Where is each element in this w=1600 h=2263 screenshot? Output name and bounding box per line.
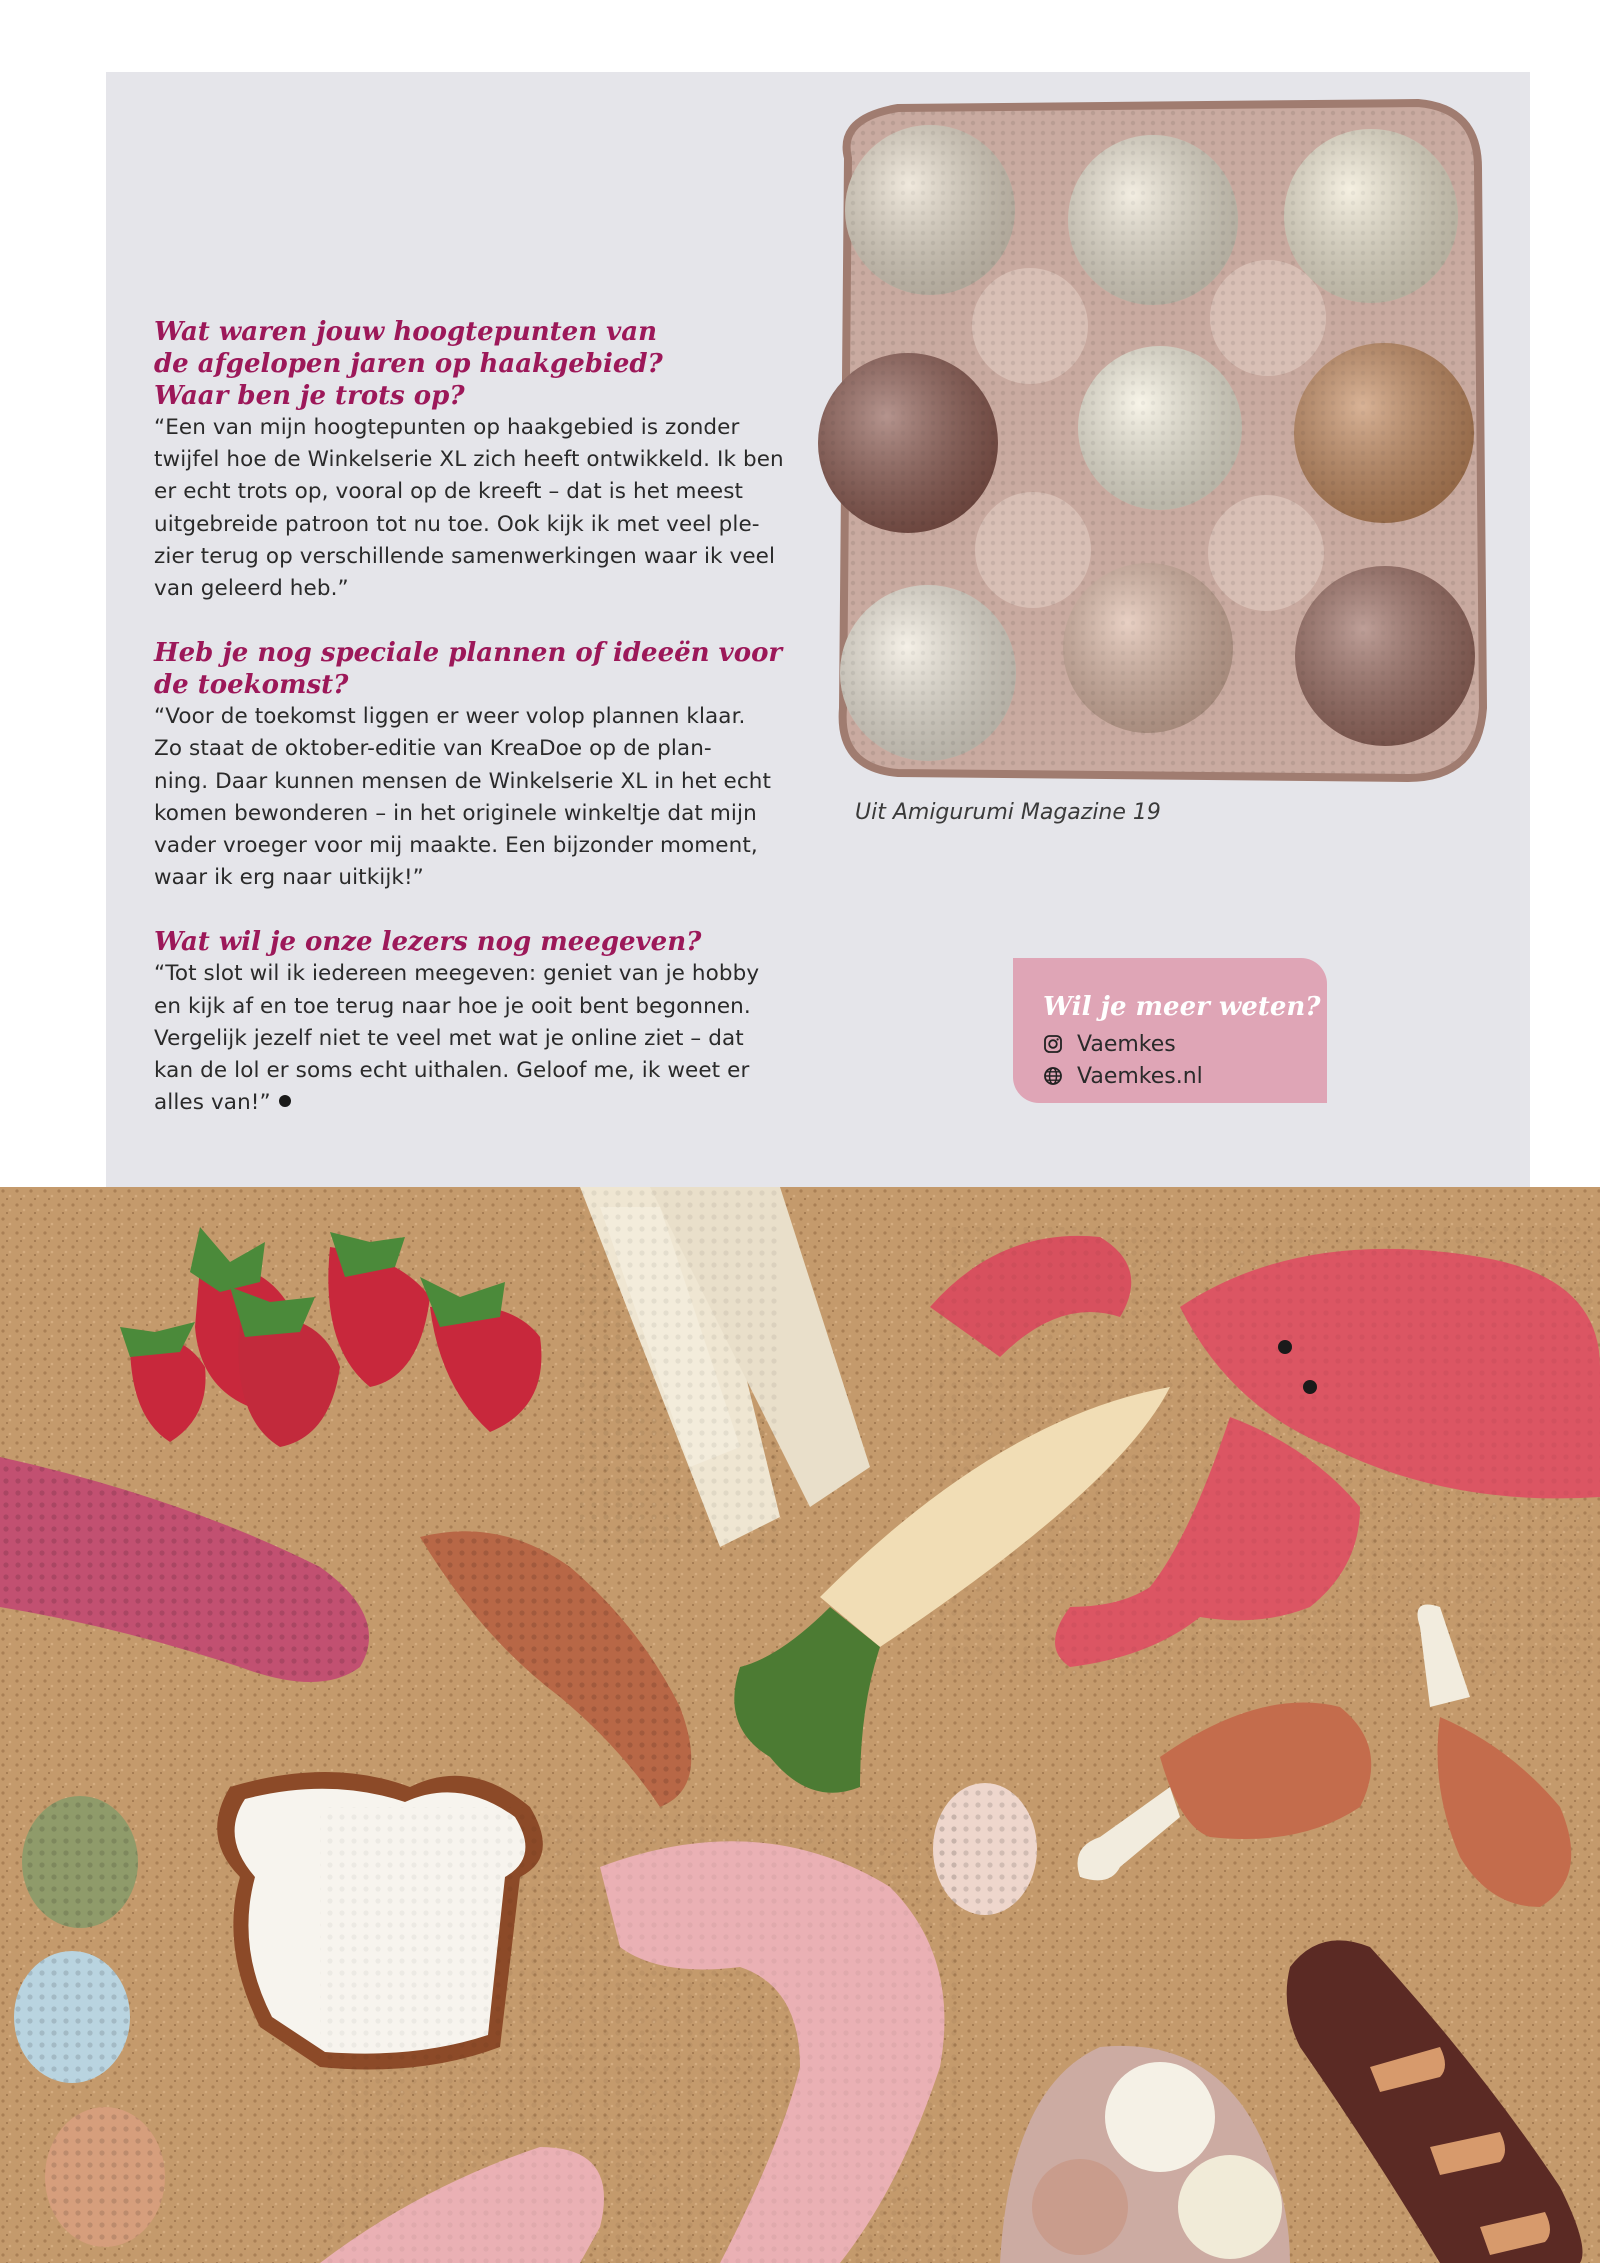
interview-text (154, 316, 814, 1151)
qa-block-1 (154, 316, 814, 605)
question-heading: Wat waren jouw hoogtepunten van de afgelopen jaren op haakgebied? Waar ben je trots op? (154, 317, 663, 411)
crochet-food-photo (0, 1187, 1600, 2263)
end-mark (279, 1095, 291, 1107)
globe-icon (1043, 1066, 1063, 1086)
answer-text: “Tot slot wil ik iedereen meegeven: geniet van je hobby en kijk af en toe terug naar hoe je ooit bent begonnen. Vergelijk jezelf niet te veel met wat je online ziet – dat kan de lol er soms echt uithalen. Geloof me, ik weet er alles van!” (154, 961, 760, 1116)
answer-paragraph: “Een van mijn hoogtepunten op haakgebied is zonder twijfel hoe de Winkelserie XL zich heeft ontwikkeld. Ik ben er echt trots op, vooral op de kreeft – dat is het meest uitgebreide patroon tot nu toe. Ook kijk ik met veel ple- zier terug op verschillende samenwerkingen waar ik veel van geleerd heb.” (154, 415, 784, 602)
answer-paragraph (154, 958, 814, 1119)
sausages (320, 1807, 960, 2263)
answer-paragraph: “Voor de toekomst liggen er weer volop plannen klaar. Zo staat de oktober-editie van KreaDoe op de plan- ning. Daar kunnen mensen de Winkelserie XL in het echt komen bewonderen – in het originele winkeltje dat mijn vader vroeger voor mij maakte. Een bijzonder moment, waar ik erg naar uitkijk!” (154, 704, 772, 891)
instagram-icon (1043, 1034, 1063, 1054)
website-link[interactable] (1043, 1060, 1327, 1092)
crochet-egg-carton-photo (818, 88, 1498, 788)
photo-caption: Uit Amigurumi Magazine 19 (855, 800, 1161, 825)
question-heading: Wat wil je onze lezers nog meegeven? (154, 927, 702, 958)
question-heading: Heb je nog speciale plannen of ideeën voor de toekomst? (154, 638, 783, 701)
info-box-title: Wil je meer weten? (1043, 992, 1321, 1022)
qa-block-2 (154, 637, 814, 894)
qa-block-3 (154, 926, 814, 1119)
website-url: Vaemkes.nl (1077, 1063, 1203, 1089)
instagram-link[interactable] (1043, 1028, 1327, 1060)
more-info-box (1013, 958, 1327, 1103)
instagram-handle: Vaemkes (1077, 1031, 1176, 1057)
